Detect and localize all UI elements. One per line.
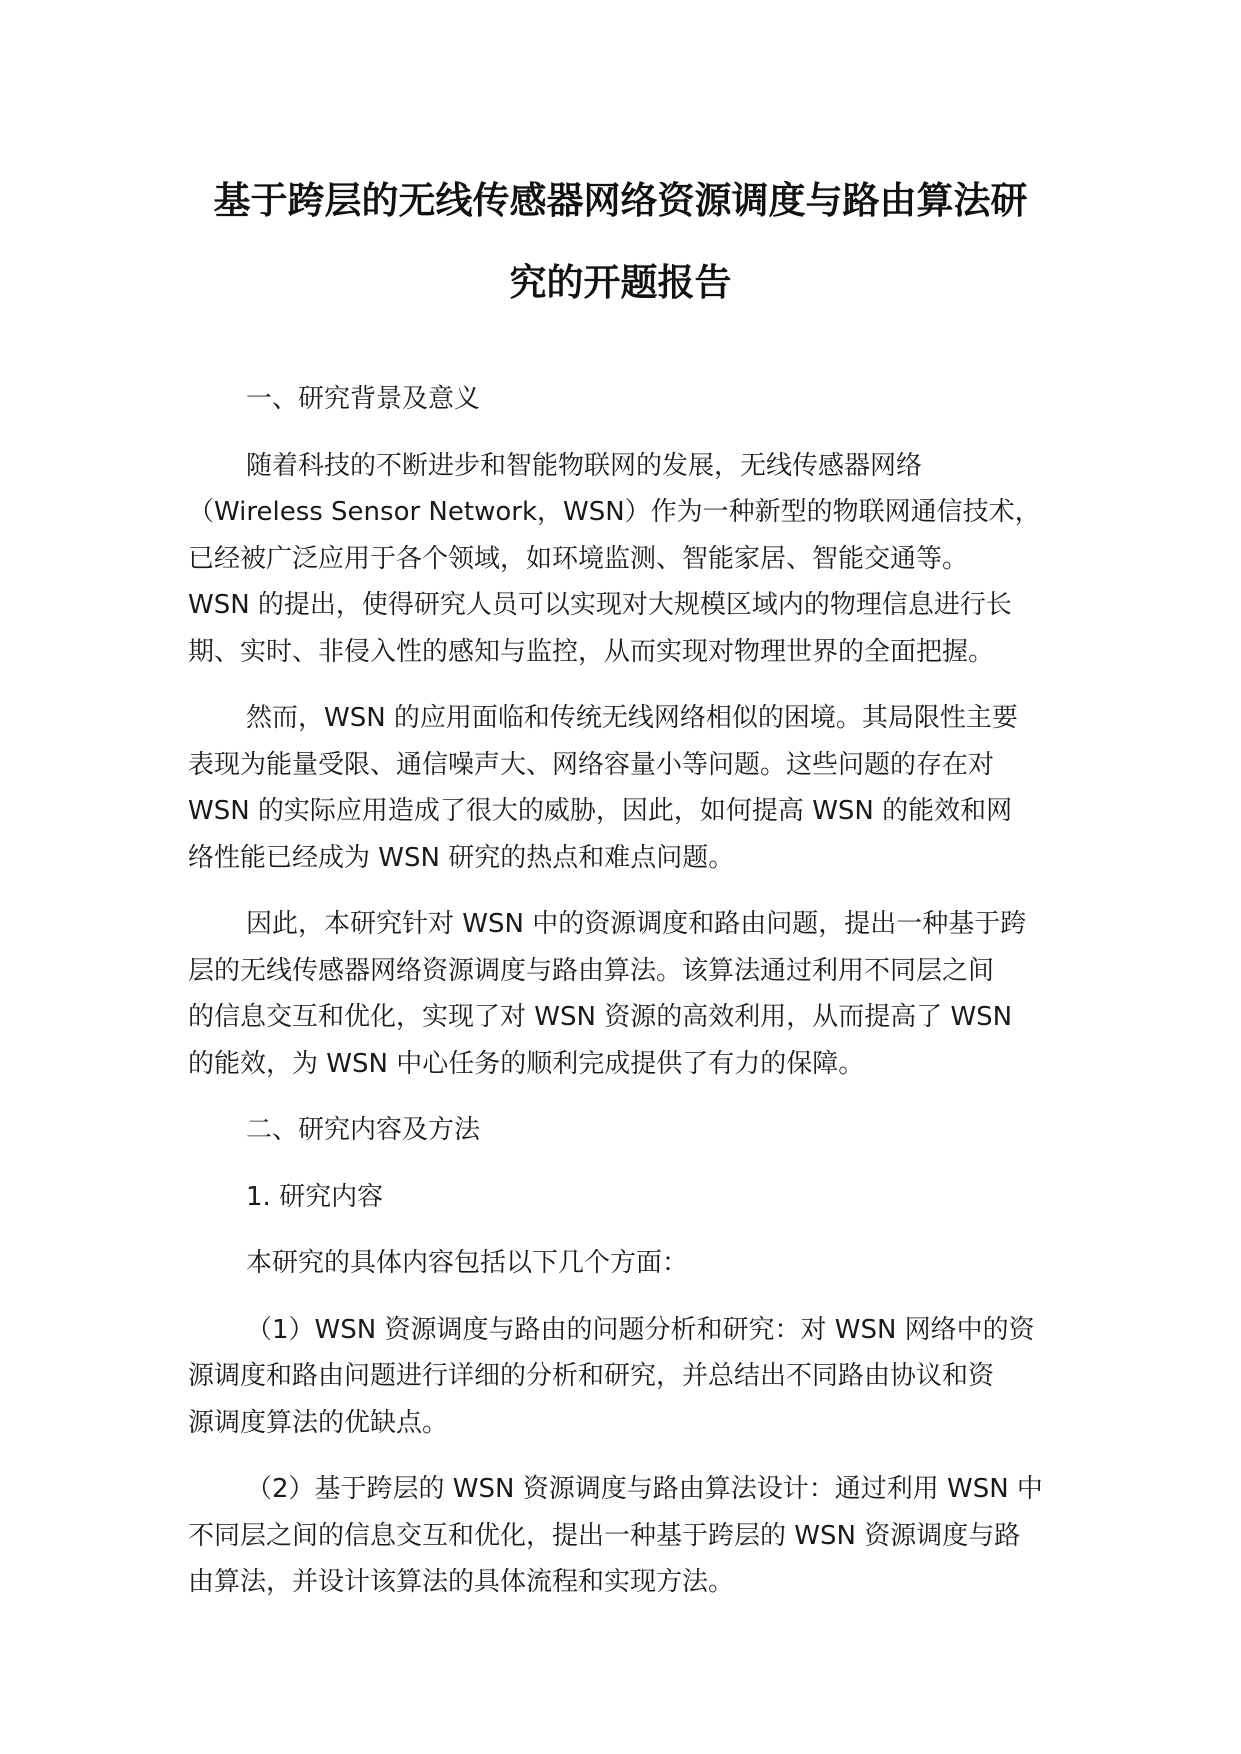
text-line: （2）基于跨层的 WSN 资源调度与路由算法设计：通过利用 WSN 中 [246,1474,1043,1504]
text-line: 的能效，为 WSN 中心任务的顺利完成提供了有力的保障。 [188,1048,865,1079]
text-line: 期、实时、非侵入性的感知与监控，从而实现对物理世界的全面把握。 [188,636,995,667]
list-item-1 [188,1307,1054,1447]
text-line: 已经被广泛应用于各个领域，如环境监测、智能家居、智能交通等。 [188,543,969,574]
text-line: 二、研究内容及方法 [246,1115,481,1145]
paragraph-content-intro [188,1240,1054,1287]
text-line: （Wireless Sensor Network，WSN）作为一种新型的物联网通信技术， [188,497,1041,527]
text-line: 因此，本研究针对 WSN 中的资源调度和路由问题，提出一种基于跨 [246,909,1027,939]
text-line: 1. 研究内容 [246,1181,384,1212]
text-line: 一、研究背景及意义 [246,384,481,414]
text-line: 随着科技的不断进步和智能物联网的发展，无线传感器网络 [246,450,923,481]
subsection-heading-content [188,1174,1054,1221]
text-line: 源调度和路由问题进行详细的分析和研究，并总结出不同路由协议和资 [188,1361,995,1391]
section-heading-content-methods [188,1107,1054,1154]
text-line: 由算法，并设计该算法的具体流程和实现方法。 [188,1567,735,1597]
text-line: 本研究的具体内容包括以下几个方面： [246,1248,689,1278]
paragraph-proposal [188,901,1054,1087]
section-heading-background [188,376,1054,423]
paragraph-limitations [188,695,1054,881]
title-line-2: 究的开题报告 [509,261,732,304]
text-line: 然而，WSN 的应用面临和传统无线网络相似的困境。其局限性主要 [246,703,1018,733]
text-line: 层的无线传感器网络资源调度与路由算法。该算法通过利用不同层之间 [188,955,995,986]
text-line: 的信息交互和优化，实现了对 WSN 资源的高效利用，从而提高了 WSN [188,1002,1013,1032]
text-line: WSN 的实际应用造成了很大的威胁，因此，如何提高 WSN 的能效和网 [188,796,1013,826]
paragraph-background-intro [188,443,1054,676]
text-line: （1）WSN 资源调度与路由的问题分析和研究：对 WSN 网络中的资 [246,1314,1035,1345]
document-title [180,160,1061,324]
list-item-2 [188,1466,1054,1606]
text-line: 表现为能量受限、通信噪声大、网络容量小等问题。这些问题的存在对 [188,749,995,780]
text-line: 源调度算法的优缺点。 [188,1407,449,1438]
text-line: WSN 的提出，使得研究人员可以实现对大规模区域内的物理信息进行长 [188,590,1012,620]
text-line: 不同层之间的信息交互和优化，提出一种基于跨层的 WSN 资源调度与路 [188,1520,1021,1551]
title-line-1: 基于跨层的无线传感器网络资源调度与路由算法研 [213,179,1028,222]
text-line: 络性能已经成为 WSN 研究的热点和难点问题。 [188,842,735,873]
document-body [188,376,1054,1626]
